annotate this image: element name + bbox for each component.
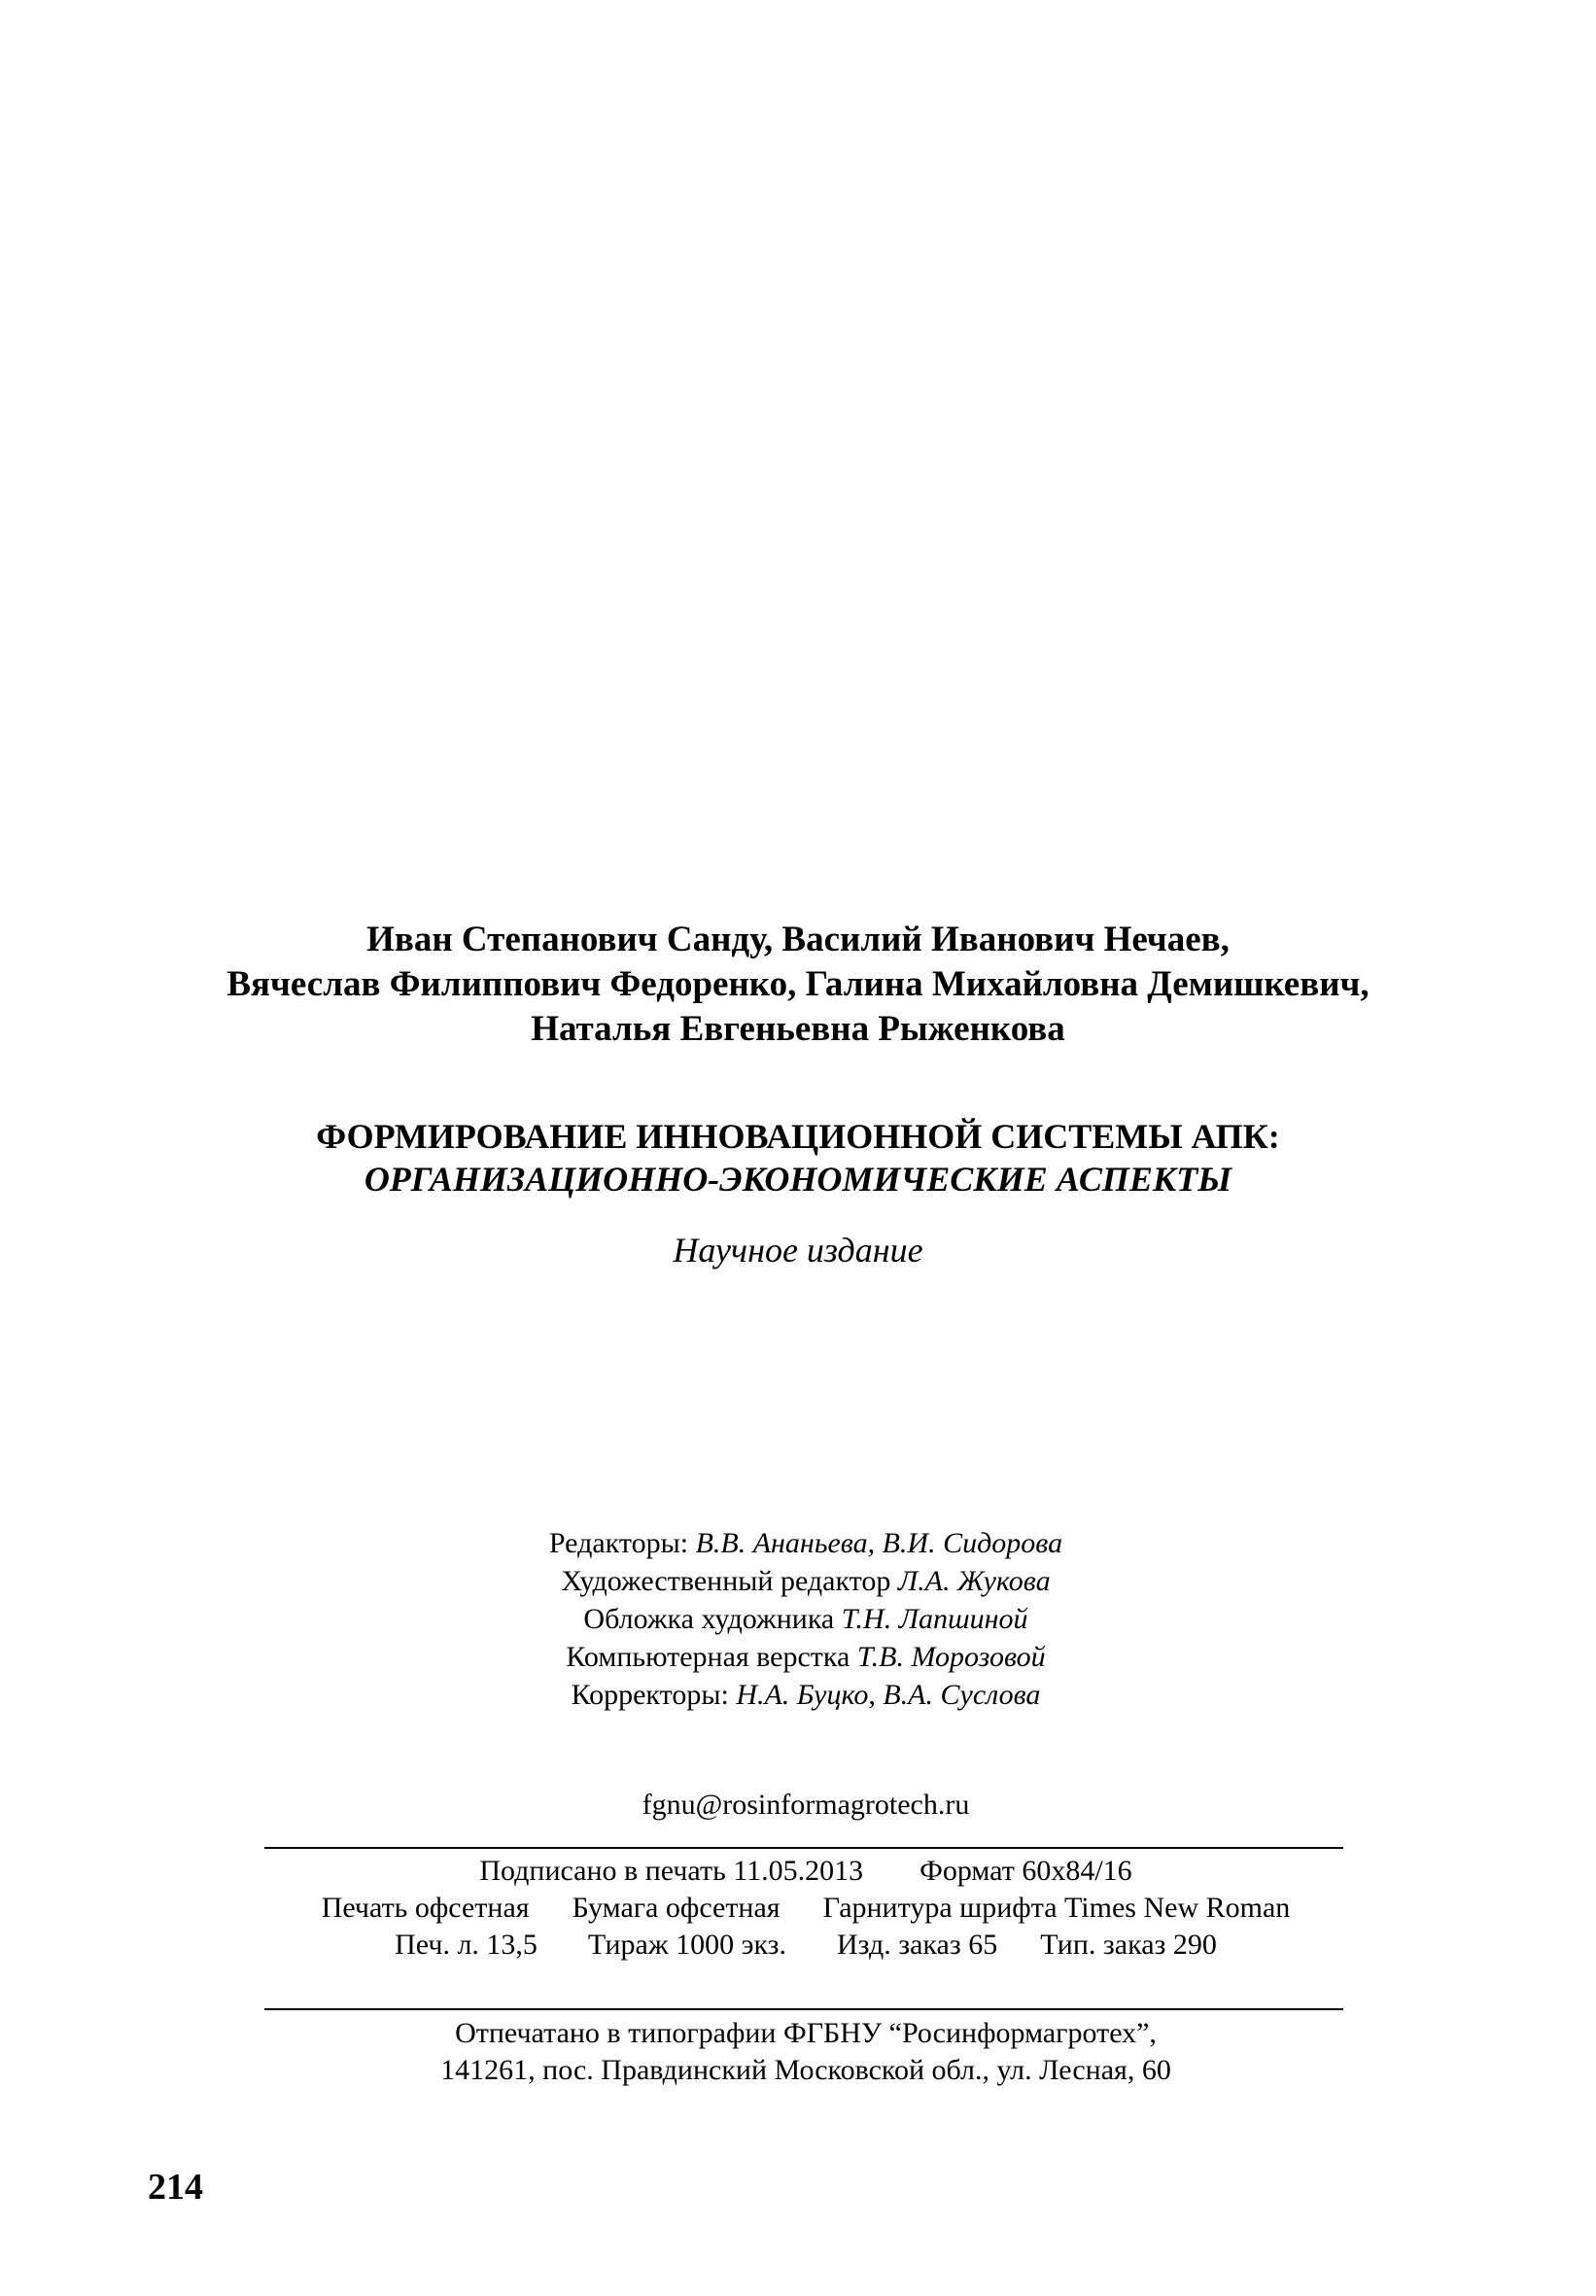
imprint-block: [8, 1853, 1596, 1964]
imprint-format: Формат 60х84/16: [919, 1855, 1132, 1887]
credit-names: Н.А. Буцко, В.А. Суслова: [736, 1679, 1041, 1711]
imprint-pub-order: Изд. заказ 65: [837, 1929, 998, 1961]
credit-role: Редакторы:: [548, 1527, 689, 1559]
credit-role: Компьютерная верстка: [566, 1641, 850, 1673]
credit-role: Корректоры:: [571, 1679, 729, 1711]
contact-email[interactable]: fgnu@rosinformagrotech.ru: [642, 1789, 970, 1821]
imprint-paper: Бумага офсетная: [572, 1892, 781, 1924]
printer-info: [8, 2015, 1596, 2089]
authors-line: Иван Степанович Санду, Василий Иванович Нечаев,: [366, 920, 1230, 959]
credit-names: Л.А. Жукова: [897, 1565, 1051, 1597]
imprint-line: [8, 1890, 1596, 1927]
page-number: 214: [148, 2167, 203, 2208]
title-main: ФОРМИРОВАНИЕ ИННОВАЦИОННОЙ СИСТЕМЫ АПК:: [316, 1117, 1280, 1156]
authors-block: [0, 918, 1596, 1052]
divider-top: [264, 1847, 1343, 1849]
credit-role: Обложка художника: [583, 1603, 835, 1635]
divider-bottom: [264, 2008, 1343, 2010]
credit-names: В.В. Ананьева, В.И. Сидорова: [695, 1527, 1063, 1559]
credit-line: [8, 1676, 1596, 1714]
imprint-signed: Подписано в печать 11.05.2013: [479, 1855, 864, 1887]
authors-line: Вячеслав Филиппович Федоренко, Галина Михайловна Демишкевич,: [226, 964, 1370, 1004]
printer-address: 141261, пос. Правдинский Московской обл., ул. Лесная, 60: [440, 2054, 1171, 2086]
credit-names: Т.Н. Лапшиной: [841, 1603, 1028, 1635]
title-subtitle: ОРГАНИЗАЦИОННО-ЭКОНОМИЧЕСКИЕ АСПЕКТЫ: [364, 1160, 1232, 1199]
book-title: [0, 1115, 1596, 1200]
publication-kind: Научное издание: [673, 1231, 923, 1270]
imprint-line: [8, 1853, 1596, 1890]
credit-line: [8, 1600, 1596, 1638]
credit-line: [8, 1524, 1596, 1562]
imprint-sheets: Печ. л. 13,5: [395, 1929, 538, 1961]
credit-line: [8, 1638, 1596, 1676]
imprint-print-order: Тип. заказ 290: [1040, 1929, 1217, 1961]
authors-line: Наталья Евгеньевна Рыженкова: [531, 1009, 1065, 1049]
credit-role: Художественный редактор: [561, 1565, 891, 1597]
credits-block: [8, 1524, 1596, 1714]
imprint-line: [8, 1927, 1596, 1964]
credit-line: [8, 1562, 1596, 1600]
printer-line: Отпечатано в типографии ФГБНУ “Росинформагротех”,: [455, 2017, 1157, 2049]
credit-names: Т.В. Морозовой: [856, 1641, 1046, 1673]
imprint-circulation: Тираж 1000 экз.: [587, 1929, 787, 1961]
imprint-font: Гарнитура шрифта Times New Roman: [822, 1892, 1291, 1924]
imprint-print-type: Печать офсетная: [321, 1892, 530, 1924]
